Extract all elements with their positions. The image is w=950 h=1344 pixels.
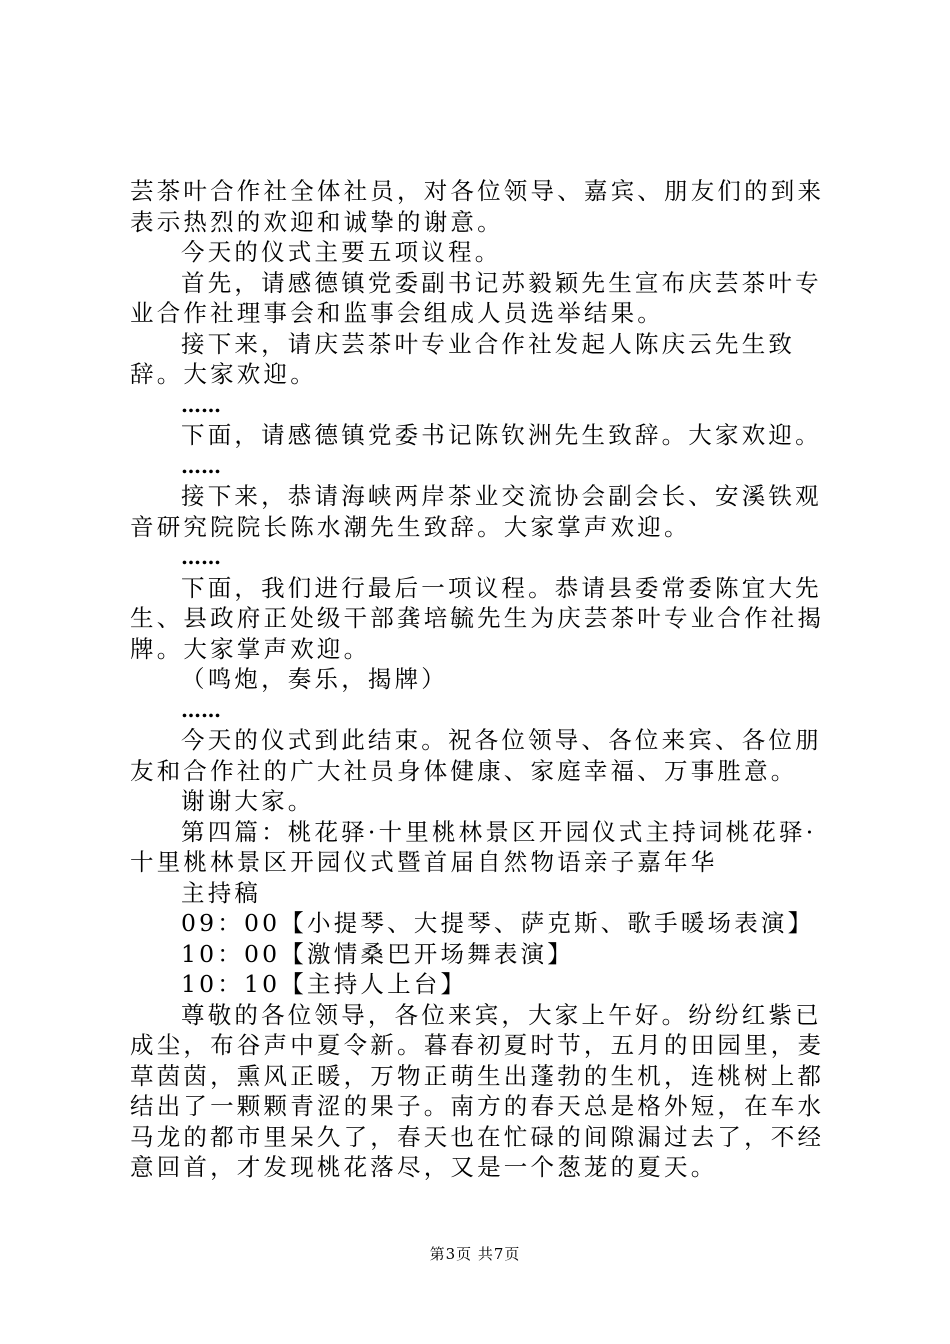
ellipsis-line: ……	[181, 697, 221, 722]
paragraph: 10：10【主持人上台】	[181, 970, 468, 998]
paragraph: 接下来，请庆芸茶叶专业合作社发起人陈庆云先生致辞。大家欢迎。	[130, 329, 796, 388]
paragraph: 今天的仪式主要五项议程。	[181, 238, 502, 266]
paragraph: 09：00【小提琴、大提琴、萨克斯、歌手暖场表演】	[181, 909, 815, 937]
paragraph: 芸茶叶合作社全体社员，对各位领导、嘉宾、朋友们的到来表示热烈的欢迎和诚挚的谢意。	[130, 177, 825, 236]
ellipsis-line: ……	[181, 453, 221, 478]
paragraph: 下面，我们进行最后一项议程。恭请县委常委陈宜大先生、县政府正处级干部龚培毓先生为庆芸茶叶专业合作社揭牌。大家掌声欢迎。	[130, 573, 825, 663]
paragraph: 今天的仪式到此结束。祝各位领导、各位来宾、各位朋友和合作社的广大社员身体健康、家庭幸福、万事胜意。	[130, 726, 822, 785]
document-body	[130, 176, 842, 1183]
paragraph: 10：00【激情桑巴开场舞表演】	[181, 939, 575, 968]
ellipsis-line: ……	[181, 392, 221, 417]
paragraph: 第四篇：桃花驿·十里桃林景区开园仪式主持词桃花驿·十里桃林景区开园仪式暨首届自然物语亲子嘉年华	[130, 817, 817, 876]
ellipsis-line: ……	[181, 545, 221, 569]
paragraph: 谢谢大家。	[181, 787, 315, 815]
paragraph: （鸣炮，奏乐，揭牌）	[181, 665, 448, 693]
paragraph: 尊敬的各位领导，各位来宾，大家上午好。纷纷红紫已成尘，布谷声中夏令新。暮春初夏时节，五月的田园里，麦草茵茵，熏风正暖，万物正萌生出蓬勃的生机，连桃树上都结出了一颗颗青涩的果子。南方的春天总是格外短，在车水马龙的都市里呆久了，春天也在忙碌的间隙漏过去了，不经意回首，才发现桃花落尽，又是一个葱茏的夏天。	[130, 1000, 825, 1181]
page-footer: 第3页 共7页	[429, 1245, 521, 1263]
paragraph: 主持稿	[181, 878, 262, 907]
paragraph: 接下来，恭请海峡两岸茶业交流协会副会长、安溪铁观音研究院院长陈水潮先生致辞。大家掌声欢迎。	[130, 482, 822, 541]
paragraph: 下面，请感德镇党委书记陈钦洲先生致辞。大家欢迎。	[181, 421, 822, 449]
paragraph: 首先，请感德镇党委副书记苏毅颖先生宣布庆芸茶叶专业合作社理事会和监事会组成人员选举结果。	[130, 268, 822, 327]
